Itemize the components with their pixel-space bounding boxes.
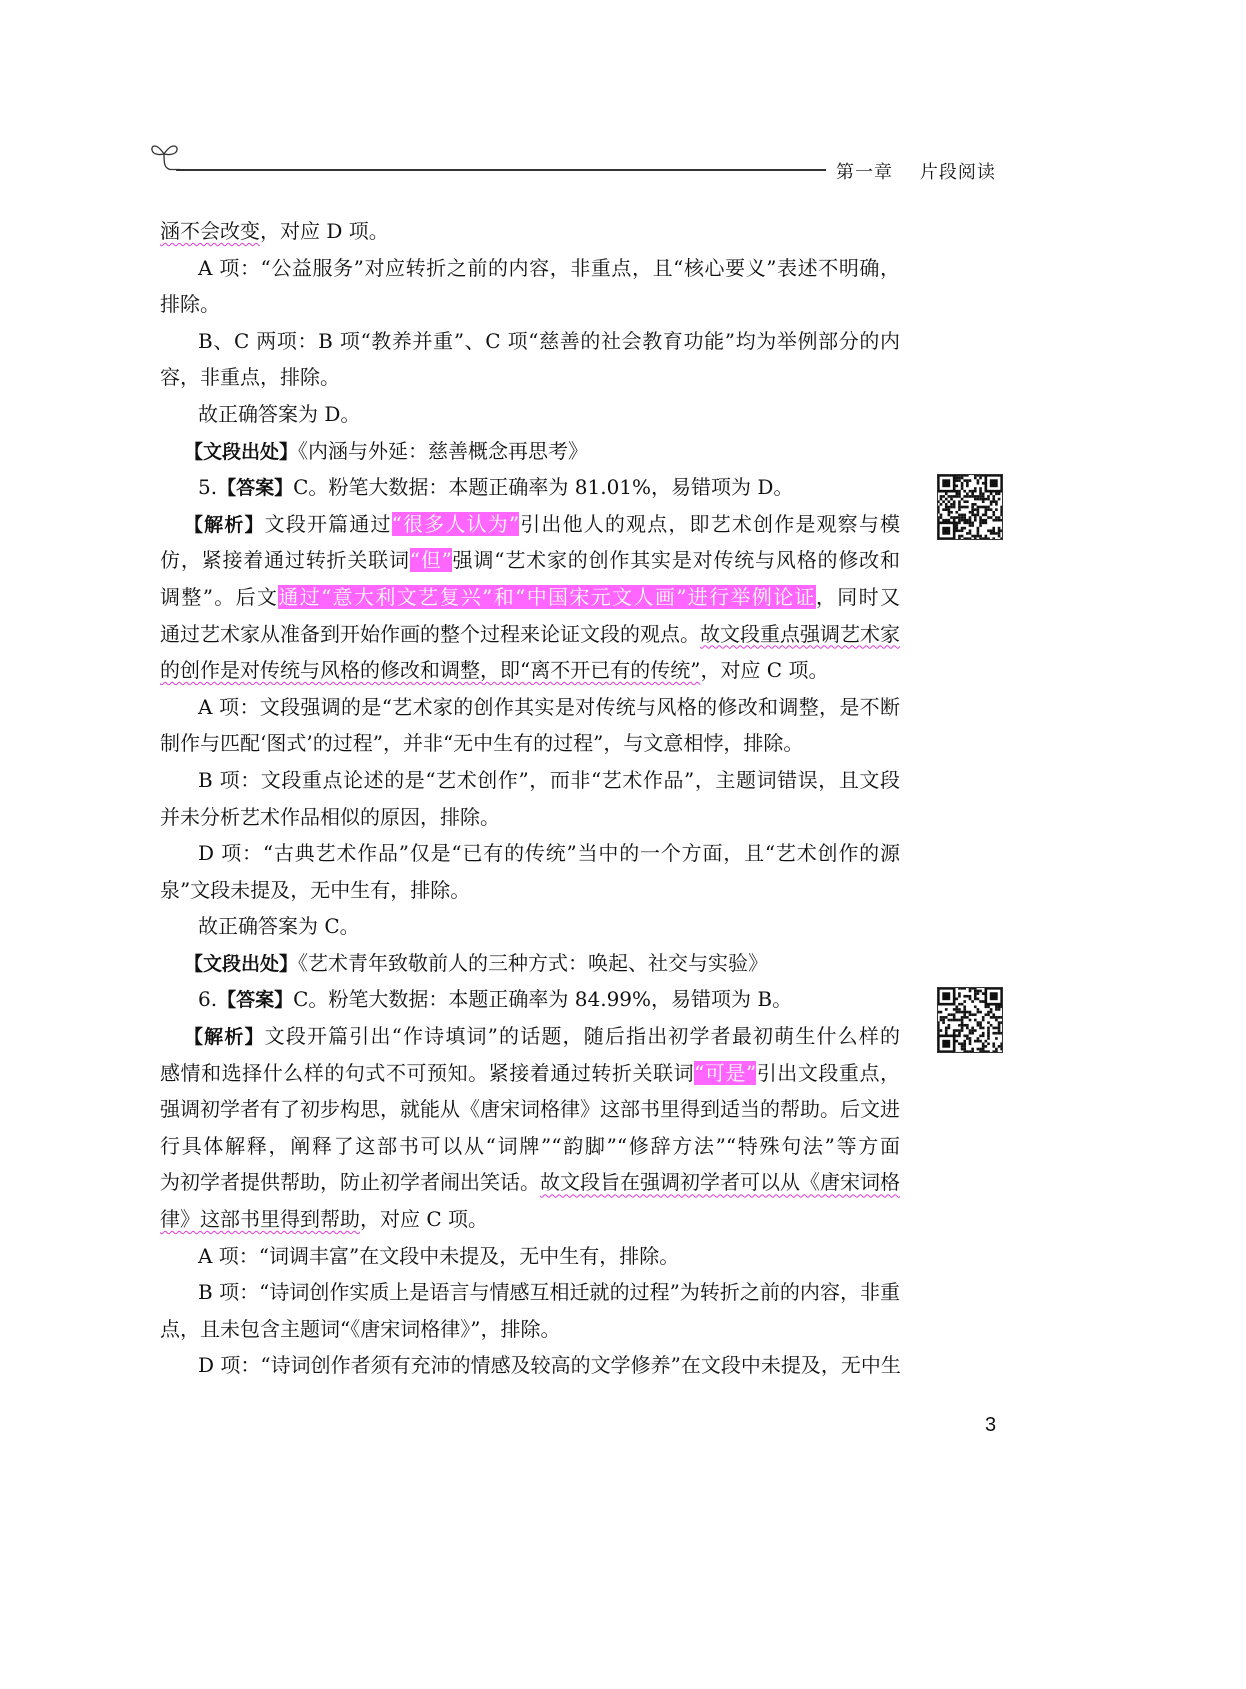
text-segment: 制作与匹配‘图式’的过程”，并非“无中生有的过程”，与文意相悖，排除。 bbox=[160, 731, 804, 756]
text-line bbox=[160, 616, 900, 653]
text-segment: ，对应 C 项。 bbox=[360, 1207, 489, 1232]
text-line bbox=[160, 286, 900, 323]
text-segment: 强调“艺术家的创作其实是对传统与风格的修改和 bbox=[451, 548, 900, 573]
underlined-key-sentence: 的创作是对传统与风格的修改和调整，即“离不开已有的传统” bbox=[160, 658, 701, 683]
text-line bbox=[160, 1274, 900, 1311]
underlined-key-sentence: 故文段旨在强调初学者可以从《唐宋词格 bbox=[540, 1170, 900, 1195]
text-segment: D 项：“古典艺术作品”仅是“已有的传统”当中的一个方面，且“艺术创作的源 bbox=[198, 841, 900, 866]
text-line bbox=[160, 689, 900, 726]
text-line bbox=[160, 506, 900, 543]
text-segment: 并未分析艺术作品相似的原因，排除。 bbox=[160, 804, 500, 829]
text-segment: C。粉笔大数据：本题正确率为 81.01%，易错项为 D。 bbox=[293, 475, 794, 500]
text-segment: B 项：文段重点论述的是“艺术创作”，而非“艺术作品”，主题词错误，且文段 bbox=[198, 767, 900, 792]
text-line bbox=[160, 542, 900, 579]
text-segment: 6. bbox=[198, 987, 218, 1012]
text-line bbox=[160, 1311, 900, 1348]
text-line bbox=[160, 433, 900, 470]
text-segment: ，对应 C 项。 bbox=[700, 658, 829, 683]
text-line bbox=[160, 762, 900, 799]
text-line bbox=[160, 799, 900, 836]
bold-label: 【文段出处】 bbox=[184, 952, 299, 975]
text-segment: 《艺术青年致敬前人的三种方式：唤起、社交与实验》 bbox=[298, 950, 769, 975]
text-line bbox=[160, 1055, 900, 1092]
highlighted-text: “但” bbox=[409, 548, 452, 573]
text-segment: 故正确答案为 C。 bbox=[198, 914, 360, 939]
text-segment: 文段开篇通过 bbox=[264, 511, 392, 536]
text-segment: 5. bbox=[198, 475, 218, 500]
text-segment: 文段开篇引出“作诗填词”的话题，随后指出初学者最初萌生什么样的 bbox=[264, 1024, 900, 1049]
text-line bbox=[160, 579, 900, 616]
text-segment: 点，且未包含主题词“《唐宋词格律》”，排除。 bbox=[160, 1316, 561, 1341]
text-segment: 调整”。后文 bbox=[160, 584, 279, 609]
underlined-key-sentence: 故文段重点强调艺术家 bbox=[700, 621, 900, 646]
text-line bbox=[160, 1238, 900, 1275]
text-line bbox=[160, 652, 900, 689]
bold-label: 【答案】 bbox=[217, 477, 294, 500]
underlined-key-sentence: 律》这部书里得到帮助 bbox=[160, 1207, 360, 1232]
text-segment: 引出他人的观点，即艺术创作是观察与模 bbox=[519, 511, 901, 536]
highlighted-text: “很多人认为” bbox=[391, 511, 520, 536]
header-rule bbox=[176, 169, 826, 171]
section-label: 片段阅读 bbox=[919, 162, 996, 183]
text-segment: 故正确答案为 D。 bbox=[198, 401, 361, 426]
text-segment: 排除。 bbox=[160, 292, 220, 317]
text-segment: ，同时又 bbox=[815, 584, 900, 609]
text-segment: 强调初学者有了初步构思，就能从《唐宋词格律》这部书里得到适当的帮助。后文进 bbox=[160, 1097, 900, 1122]
highlighted-text: “可是” bbox=[694, 1060, 757, 1085]
chapter-label: 第一章 bbox=[836, 162, 893, 183]
bold-label: 【解析】 bbox=[184, 513, 265, 536]
text-line bbox=[160, 945, 900, 982]
text-segment: C。粉笔大数据：本题正确率为 84.99%，易错项为 B。 bbox=[293, 987, 793, 1012]
text-line bbox=[160, 981, 900, 1018]
bold-label: 【解析】 bbox=[184, 1026, 265, 1049]
text-line bbox=[160, 1091, 900, 1128]
text-line bbox=[160, 396, 900, 433]
text-line bbox=[160, 1164, 900, 1201]
text-line bbox=[160, 1128, 900, 1165]
text-segment: 容，非重点，排除。 bbox=[160, 365, 340, 390]
text-segment: 感情和选择什么样的句式不可预知。紧接着通过转折关联词 bbox=[160, 1060, 695, 1085]
text-line bbox=[160, 469, 900, 506]
text-segment: 为初学者提供帮助，防止初学者闹出笑话。 bbox=[160, 1170, 540, 1195]
text-line bbox=[160, 725, 900, 762]
running-header bbox=[836, 158, 996, 184]
text-segment: 仿，紧接着通过转折关联词 bbox=[160, 548, 410, 573]
text-line bbox=[160, 835, 900, 872]
text-segment: B 项：“诗词创作实质上是语言与情感互相迁就的过程”为转折之前的内容，非重 bbox=[198, 1280, 900, 1305]
text-segment: 引出文段重点， bbox=[756, 1060, 901, 1085]
text-line bbox=[160, 323, 900, 360]
text-line bbox=[160, 1347, 900, 1384]
text-segment: 通过艺术家从准备到开始作画的整个过程来论证文段的观点。 bbox=[160, 621, 700, 646]
qr-code-icon[interactable] bbox=[937, 987, 1003, 1053]
text-segment: 泉”文段未提及，无中生有，排除。 bbox=[160, 877, 471, 902]
page-body bbox=[160, 213, 900, 1384]
text-segment: ，对应 D 项。 bbox=[260, 219, 389, 243]
bold-label: 【文段出处】 bbox=[184, 440, 299, 463]
text-segment: A 项：文段强调的是“艺术家的创作其实是对传统与风格的修改和调整，是不断 bbox=[198, 694, 900, 719]
text-segment: B、C 两项：B 项“教养并重”、C 项“慈善的社会教育功能”均为举例部分的内 bbox=[198, 328, 900, 353]
text-line bbox=[160, 908, 900, 945]
page-number: 3 bbox=[985, 1414, 997, 1436]
text-segment: A 项：“词调丰富”在文段中未提及，无中生有，排除。 bbox=[198, 1243, 680, 1268]
text-segment: D 项：“诗词创作者须有充沛的情感及较高的文学修养”在文段中未提及，无中生 bbox=[198, 1353, 901, 1378]
text-line bbox=[160, 213, 900, 250]
underlined-key-sentence: 涵不会改变 bbox=[160, 219, 260, 243]
text-line bbox=[160, 1201, 900, 1238]
text-segment: 行具体解释，阐释了这部书可以从“词牌”“韵脚”“修辞方法”“特殊句法”等方面 bbox=[160, 1133, 900, 1158]
text-line bbox=[160, 872, 900, 909]
bold-label: 【答案】 bbox=[217, 989, 294, 1012]
text-line bbox=[160, 359, 900, 396]
qr-code-icon[interactable] bbox=[937, 474, 1003, 540]
text-line bbox=[160, 250, 900, 287]
highlighted-text: 通过“意大利文艺复兴”和“中国宋元文人画”进行举例论证 bbox=[278, 584, 816, 609]
text-segment: 《内涵与外延：慈善概念再思考》 bbox=[298, 438, 589, 463]
text-line bbox=[160, 1018, 900, 1055]
text-segment: A 项：“公益服务”对应转折之前的内容，非重点，且“核心要义”表述不明确， bbox=[198, 255, 900, 280]
